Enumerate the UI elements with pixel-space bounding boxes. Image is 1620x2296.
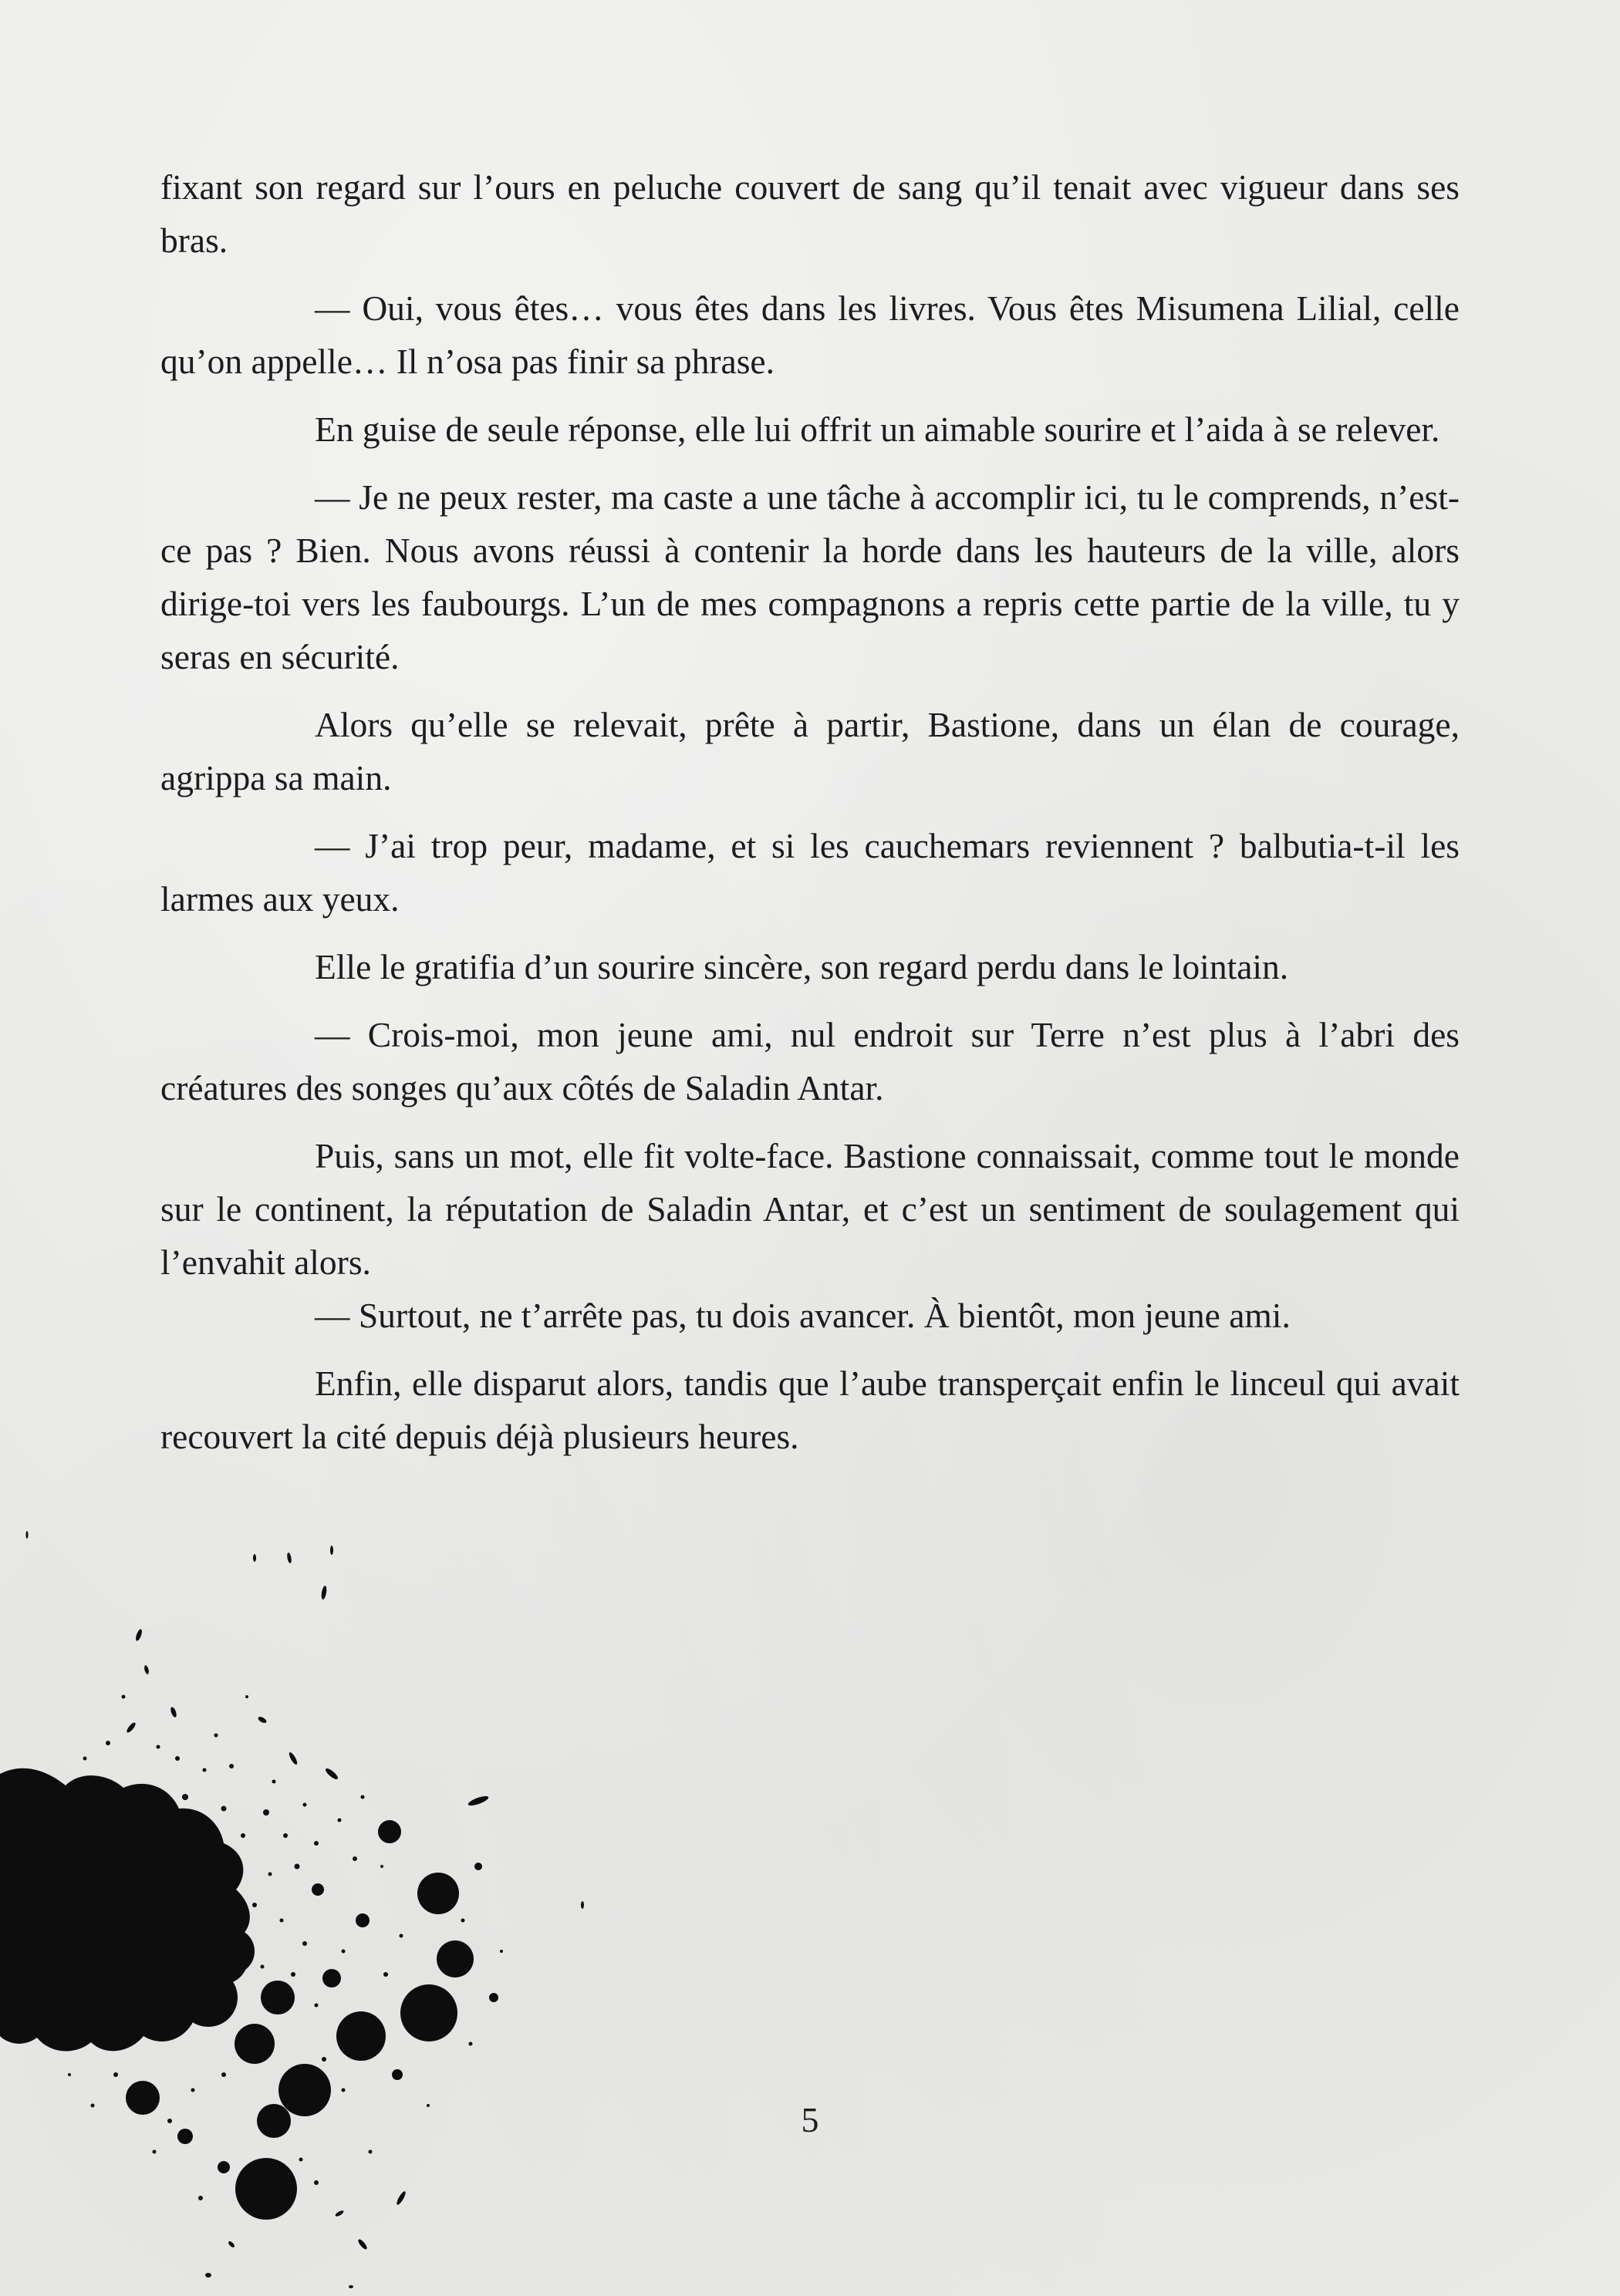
paragraph: — J’ai trop peur, madame, et si les cauchemars reviennent ? balbutia-t-il les larmes aux yeux. bbox=[160, 826, 1460, 919]
paragraph: — Crois-moi, mon jeune ami, nul endroit sur Terre n’est plus à l’abri des créatures des songes qu’aux côtés de Saladin Antar. bbox=[160, 1015, 1460, 1108]
paragraph: Puis, sans un mot, elle fit volte-face. Bastione connaissait, comme tout le monde sur le continent, la réputation de Saladin Antar, et c’est un sentiment de soulagement qui l’envahit alors. bbox=[160, 1136, 1460, 1282]
body-text bbox=[160, 160, 1460, 1478]
paragraph: En guise de seule réponse, elle lui offrit un aimable sourire et l’aida à se relever. bbox=[315, 410, 1440, 449]
paragraph: Alors qu’elle se relevait, prête à partir, Bastione, dans un élan de courage, agrippa sa main. bbox=[160, 705, 1460, 797]
paragraph: — Oui, vous êtes… vous êtes dans les livres. Vous êtes Misumena Lilial, celle qu’on appelle… Il n’osa pas finir sa phrase. bbox=[160, 288, 1460, 381]
paragraph: Enfin, elle disparut alors, tandis que l’aube transperçait enfin le linceul qui avait recouvert la cité depuis déjà plusieurs heures. bbox=[160, 1364, 1460, 1456]
paragraph: — Surtout, ne t’arrête pas, tu dois avancer. À bientôt, mon jeune ami. bbox=[315, 1296, 1291, 1335]
paragraph: Elle le gratifia d’un sourire sincère, son regard perdu dans le lointain. bbox=[315, 947, 1289, 986]
page-number: 5 bbox=[801, 2100, 819, 2139]
paragraph: fixant son regard sur l’ours en peluche couvert de sang qu’il tenait avec vigueur dans ses bras. bbox=[160, 167, 1460, 260]
paragraph: — Je ne peux rester, ma caste a une tâche à accomplir ici, tu le comprends, n’est-ce pas ? Bien. Nous avons réussi à contenir la horde dans les hauteurs de la ville, alors dirige-toi vers les faubourgs. L’un de mes compagnons a repris cette partie de la ville, tu y seras en sécurité. bbox=[160, 477, 1460, 676]
ink-splatter-icon bbox=[0, 1504, 617, 2296]
